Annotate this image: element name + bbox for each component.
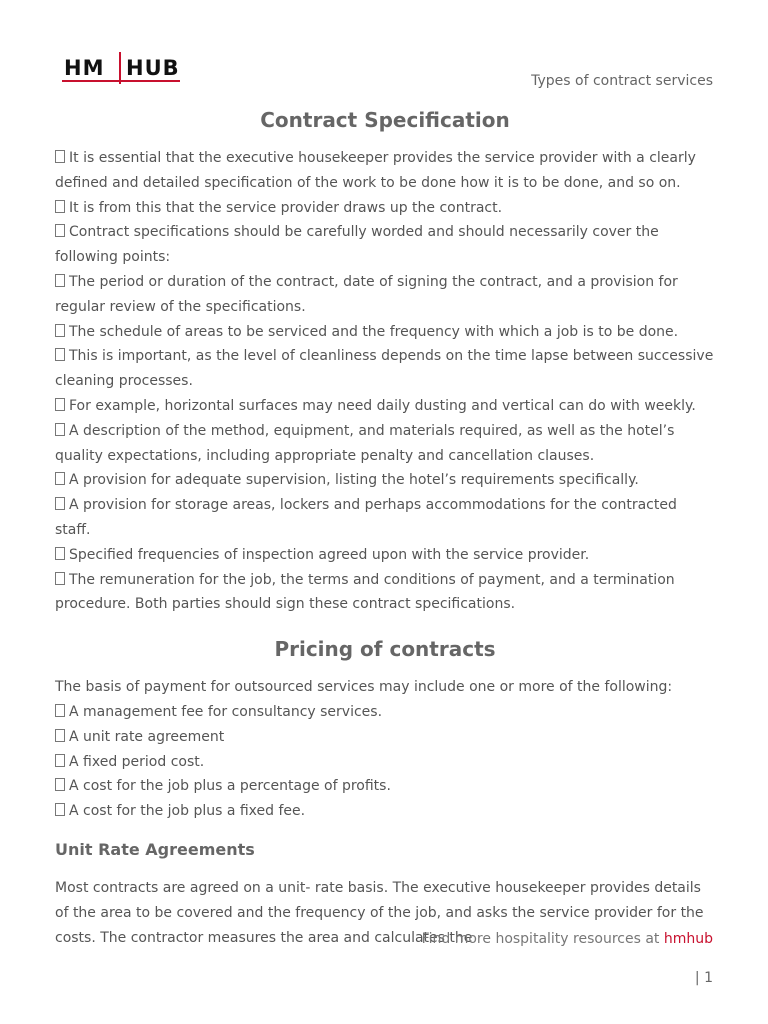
bullet-icon [55, 704, 65, 717]
bullet-text: A unit rate agreement [69, 728, 225, 745]
list-item [55, 493, 715, 543]
bullet-icon [55, 729, 65, 742]
bullet-icon [55, 150, 65, 163]
bullet-icon [55, 497, 65, 510]
list-item [55, 394, 715, 419]
list-item [55, 196, 715, 221]
logo-text-left: HM [64, 56, 105, 80]
bullet-text: This is important, as the level of cleanliness depends on the time lapse between successive cleaning processes. [55, 348, 714, 390]
unit-rate-text: Most contracts are agreed on a unit- rate basis. The executive housekeeper provides details of the area to be covered and the frequency of the job, and asks the service provider for the costs. The contractor measures the area and calculates the [55, 880, 704, 946]
list-item [55, 468, 715, 493]
document-body [55, 106, 715, 870]
bullet-icon [55, 778, 65, 791]
bullet-text: It is from this that the service provider draws up the contract. [69, 199, 503, 216]
bullet-text: The schedule of areas to be serviced and the frequency with which a job is to be done. [69, 323, 679, 340]
bullet-text: A description of the method, equipment, and materials required, as well as the hotel’s quality expectations, including appropriate penalty and cancellation clauses. [55, 422, 675, 464]
pricing-heading: Pricing of contracts [274, 637, 496, 662]
logo-underline [62, 80, 180, 82]
logo-text-right: HUB [126, 56, 180, 80]
bullet-icon [55, 472, 65, 485]
page-number: | 1 [694, 970, 713, 986]
footer-text: Find more hospitality resources at [421, 931, 660, 947]
unit-rate-heading: Unit Rate Agreements [55, 839, 255, 859]
bullet-text: A fixed period cost. [69, 753, 205, 770]
list-item [55, 270, 715, 320]
list-item [55, 725, 715, 750]
list-item [55, 700, 715, 725]
list-item [55, 146, 715, 196]
bullet-text: It is essential that the executive housekeeper provides the service provider with a clearly defined and detailed specification of the work to be done how it is to be done, and so on. [55, 150, 696, 191]
running-header: Types of contract services [531, 73, 713, 89]
list-item [55, 320, 715, 345]
bullet-text: A provision for adequate supervision, listing the hotel’s requirements specifically. [69, 472, 639, 489]
list-item [55, 750, 715, 775]
footer-brand-link[interactable]: hmhub [663, 931, 713, 947]
list-item [55, 220, 715, 270]
list-item [55, 419, 715, 469]
list-item [55, 543, 715, 568]
bullet-text: For example, horizontal surfaces may need daily dusting and vertical can do with weekly. [69, 397, 696, 414]
list-item [55, 344, 715, 394]
bullet-icon [55, 224, 65, 237]
bullet-text: A management fee for consultancy services. [69, 703, 383, 720]
contract-spec-heading: Contract Specification [260, 108, 510, 132]
bullet-icon [55, 572, 65, 585]
bullet-icon [55, 324, 65, 337]
bullet-icon [55, 754, 65, 767]
list-item [55, 568, 715, 618]
bullet-icon [55, 423, 65, 436]
bullet-text: The period or duration of the contract, date of signing the contract, and a provision for regular review of the specifications. [55, 273, 678, 315]
pricing-intro: The basis of payment for outsourced services may include one or more of the following: [55, 679, 673, 696]
bullet-text: Specified frequencies of inspection agreed upon with the service provider. [69, 546, 590, 563]
hmhub-logo [62, 52, 180, 86]
bullet-icon [55, 348, 65, 361]
bullet-text: A cost for the job plus a fixed fee. [69, 803, 306, 820]
bullet-text: A cost for the job plus a percentage of profits. [69, 778, 391, 795]
bullet-text: Contract specifications should be carefully worded and should necessarily cover the following points: [55, 224, 659, 266]
footer-note [422, 931, 713, 947]
bullet-icon [55, 398, 65, 411]
list-item [55, 774, 715, 799]
contract-spec-list [55, 146, 715, 617]
bullet-text: The remuneration for the job, the terms and conditions of payment, and a termination procedure. Both parties should sign these contract specifications. [55, 571, 675, 613]
bullet-icon [55, 274, 65, 287]
pricing-list [55, 700, 715, 824]
bullet-text: A provision for storage areas, lockers and perhaps accommodations for the contracted staff. [55, 497, 677, 538]
bullet-icon [55, 200, 65, 213]
bullet-icon [55, 803, 65, 816]
list-item [55, 799, 715, 824]
bullet-icon [55, 547, 65, 560]
